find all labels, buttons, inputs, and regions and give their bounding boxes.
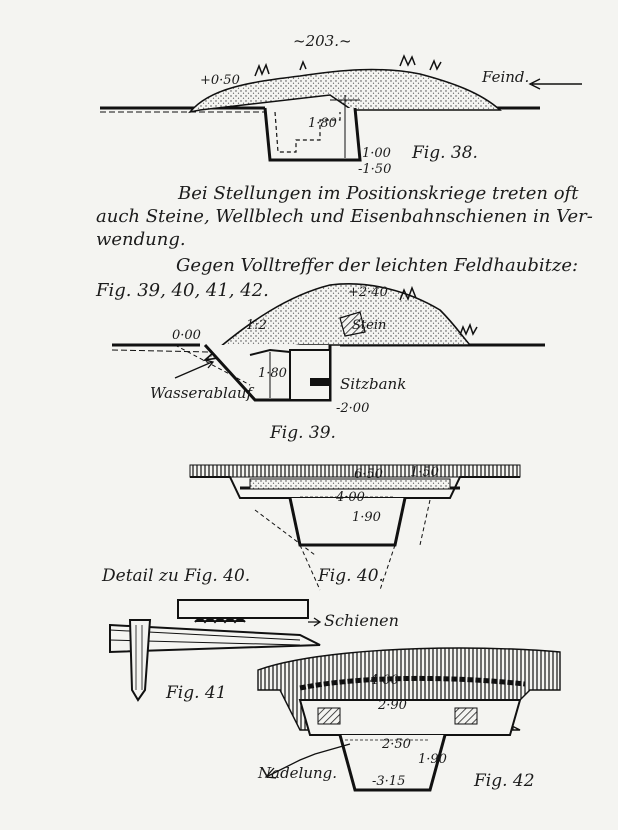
fig40-label-650: 6·50 [354,467,383,482]
fig39-label-000: 0·00 [172,328,201,343]
fig40-caption: Fig. 40. [318,566,384,586]
fig41-caption: Fig. 41 [166,683,227,703]
fig39-caption: Fig. 39. [270,423,336,443]
fig41-label-schienen: Schienen [324,611,399,630]
fig39-label-180: 1·80 [258,366,287,381]
fig42-label-250: 2·50 [382,737,411,752]
paragraph-line-3: wendung. [96,229,186,250]
fig39-label-plus-240: +2·40 [348,285,388,300]
paragraph-line-4: Gegen Volltreffer der leichten Feldhaubitze: [176,255,579,276]
fig40-label-400: 4·00 [336,490,365,505]
paragraph-line-2: auch Steine, Wellblech und Eisenbahnschienen in Ver- [96,206,593,227]
fig42-label-nadelung: Nadelung. [258,764,338,782]
fig42-label-400: 4·00 [370,673,399,688]
paragraph-line-1: Bei Stellungen im Positionskriege treten oft [178,183,579,204]
paragraph-line-5: Fig. 39, 40, 41, 42. [96,280,269,301]
fig39-label-ratio: 1:2 [246,318,267,333]
fig40-label-190: 1·90 [352,510,381,525]
fig39-label-minus-200: -2·00 [336,401,370,416]
fig39-label-sitzbank: Sitzbank [340,375,407,393]
fig39-label-wasserablauf: Wasserablauf [150,384,252,402]
fig42-caption: Fig. 42 [474,771,535,791]
fig38-label-plus-050: +0·50 [200,73,240,88]
fig38-label-180: 1·80 [308,116,337,131]
detail-caption: Detail zu Fig. 40. [102,566,251,586]
fig40-label-150: 1·50 [410,465,439,480]
fig39-label-stein: Stein [352,318,387,333]
fig38-caption: Fig. 38. [412,143,478,163]
fig42-label-minus-315: -3·15 [372,774,406,789]
fig42-label-290: 2·90 [378,698,407,713]
fig38-label-minus-150: -1·50 [358,162,392,177]
fig42-label-190: 1·90 [418,752,447,767]
fig38-label-100: 1·00 [362,146,391,161]
page-number: ~203.~ [293,32,352,50]
fig38-label-feind: Feind. [482,68,530,86]
